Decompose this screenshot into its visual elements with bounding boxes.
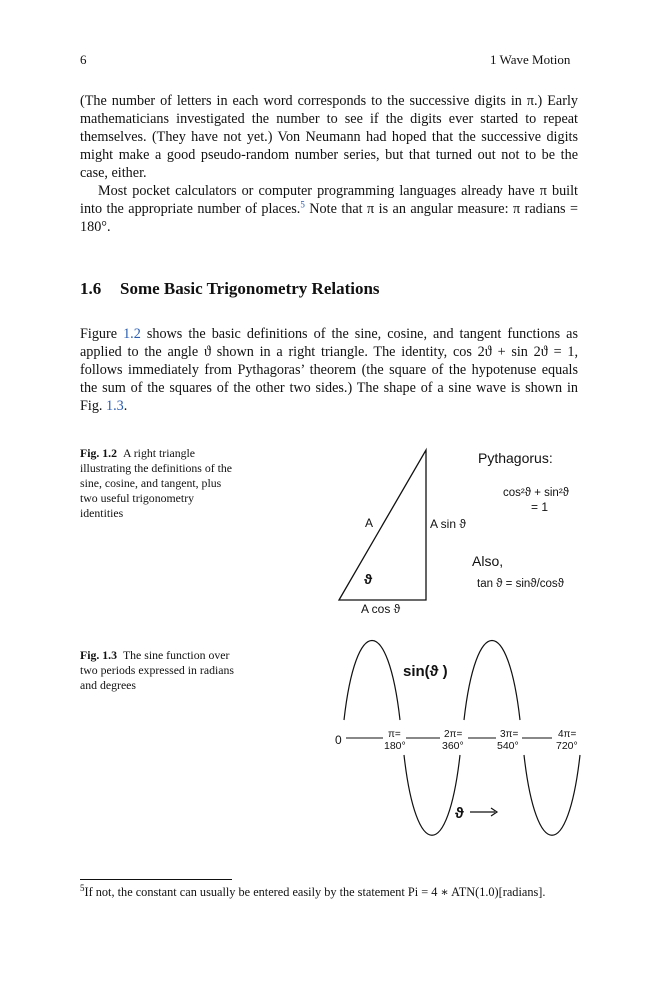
- paragraph-text: .: [123, 398, 128, 414]
- caption-label: Fig. 1.3: [80, 648, 118, 662]
- tick-4pi-radians: 4π=: [558, 729, 577, 740]
- paragraph-text: shows the basic definitions of the sine, cosine, and tangent functions as applied to the angle ϑ shown in a right triangle. The identity, cos 2ϑ + sin 2ϑ = 1, follows immediately from Pythagoras’ theorem (the square of the hypotenuse equals the sum of the squares of the other two sides.) The shape of a sine wave is shown in Fig.: [80, 326, 578, 414]
- running-title: 1 Wave Motion: [490, 52, 571, 67]
- sine-curve-label: sin(ϑ ): [403, 663, 448, 680]
- tick-3pi-radians: 3π=: [500, 729, 519, 740]
- tick-2pi-degrees: 360°: [442, 740, 464, 752]
- tick-pi-radians: π=: [388, 729, 401, 740]
- identity-line-1: cos²ϑ + sin²ϑ: [503, 487, 569, 499]
- angle-label: ϑ: [364, 571, 373, 587]
- pythagorus-title: Pythagorus:: [478, 450, 553, 466]
- sine-positive-lobe-1: [344, 641, 400, 721]
- tick-3pi-degrees: 540°: [497, 740, 519, 752]
- sine-positive-lobe-2: [464, 641, 520, 721]
- paragraph-pi-mnemonic: (The number of letters in each word corresponds to the successive digits in π.) Early mathematicians investigated the number to see if the digits ever started to repeat themselves. (They have not yet.) Von Neumann had hoped that the successive digits might make a good pseudo-random number series, but that turned out not to be the case, either.: [80, 93, 578, 181]
- figure-link-1-3[interactable]: 1.3: [106, 398, 124, 414]
- caption-text: The sine function over two periods expressed in radians and degrees: [80, 648, 234, 692]
- tick-pi-degrees: 180°: [384, 740, 406, 752]
- tick-2pi-radians: 2π=: [444, 729, 463, 740]
- footnote: [80, 882, 600, 900]
- zero-label: 0: [335, 733, 342, 747]
- footnote-text: If not, the constant can usually be entered easily by the statement Pi = 4 ∗ ATN(1.0)[radians].: [84, 885, 546, 899]
- opposite-label: A sin ϑ: [430, 517, 466, 531]
- paragraph-text: Most pocket calculators or computer programming languages already have π built into the appropriate number of places.: [80, 183, 578, 217]
- figure-link-1-2[interactable]: 1.2: [123, 326, 141, 342]
- hypotenuse-label: A: [365, 516, 374, 530]
- footnote-rule: [80, 879, 232, 880]
- section-title: Some Basic Trigonometry Relations: [120, 279, 380, 298]
- caption-text: A right triangle illustrating the definitions of the sine, cosine, and tangent, plus two useful trigonometry identities: [80, 446, 233, 520]
- adjacent-label: A cos ϑ: [361, 602, 401, 616]
- tan-identity: tan ϑ = sinϑ/cosϑ: [477, 578, 564, 590]
- caption-label: Fig. 1.2: [80, 446, 118, 460]
- sine-negative-lobe-1: [404, 755, 460, 835]
- sine-negative-lobe-2: [524, 755, 580, 835]
- also-label: Also,: [472, 553, 504, 569]
- theta-axis-label: ϑ: [455, 805, 464, 822]
- page-number: 6: [80, 52, 87, 67]
- section-number: 1.6: [80, 279, 102, 298]
- paragraph-text: Figure: [80, 326, 124, 342]
- identity-line-2: = 1: [531, 500, 549, 514]
- paragraph-text: Note that π is an angular measure: π radians = 180°.: [80, 201, 578, 235]
- footnote-marker: 5: [80, 882, 85, 893]
- footnote-ref[interactable]: 5: [300, 199, 305, 210]
- tick-4pi-degrees: 720°: [556, 740, 578, 752]
